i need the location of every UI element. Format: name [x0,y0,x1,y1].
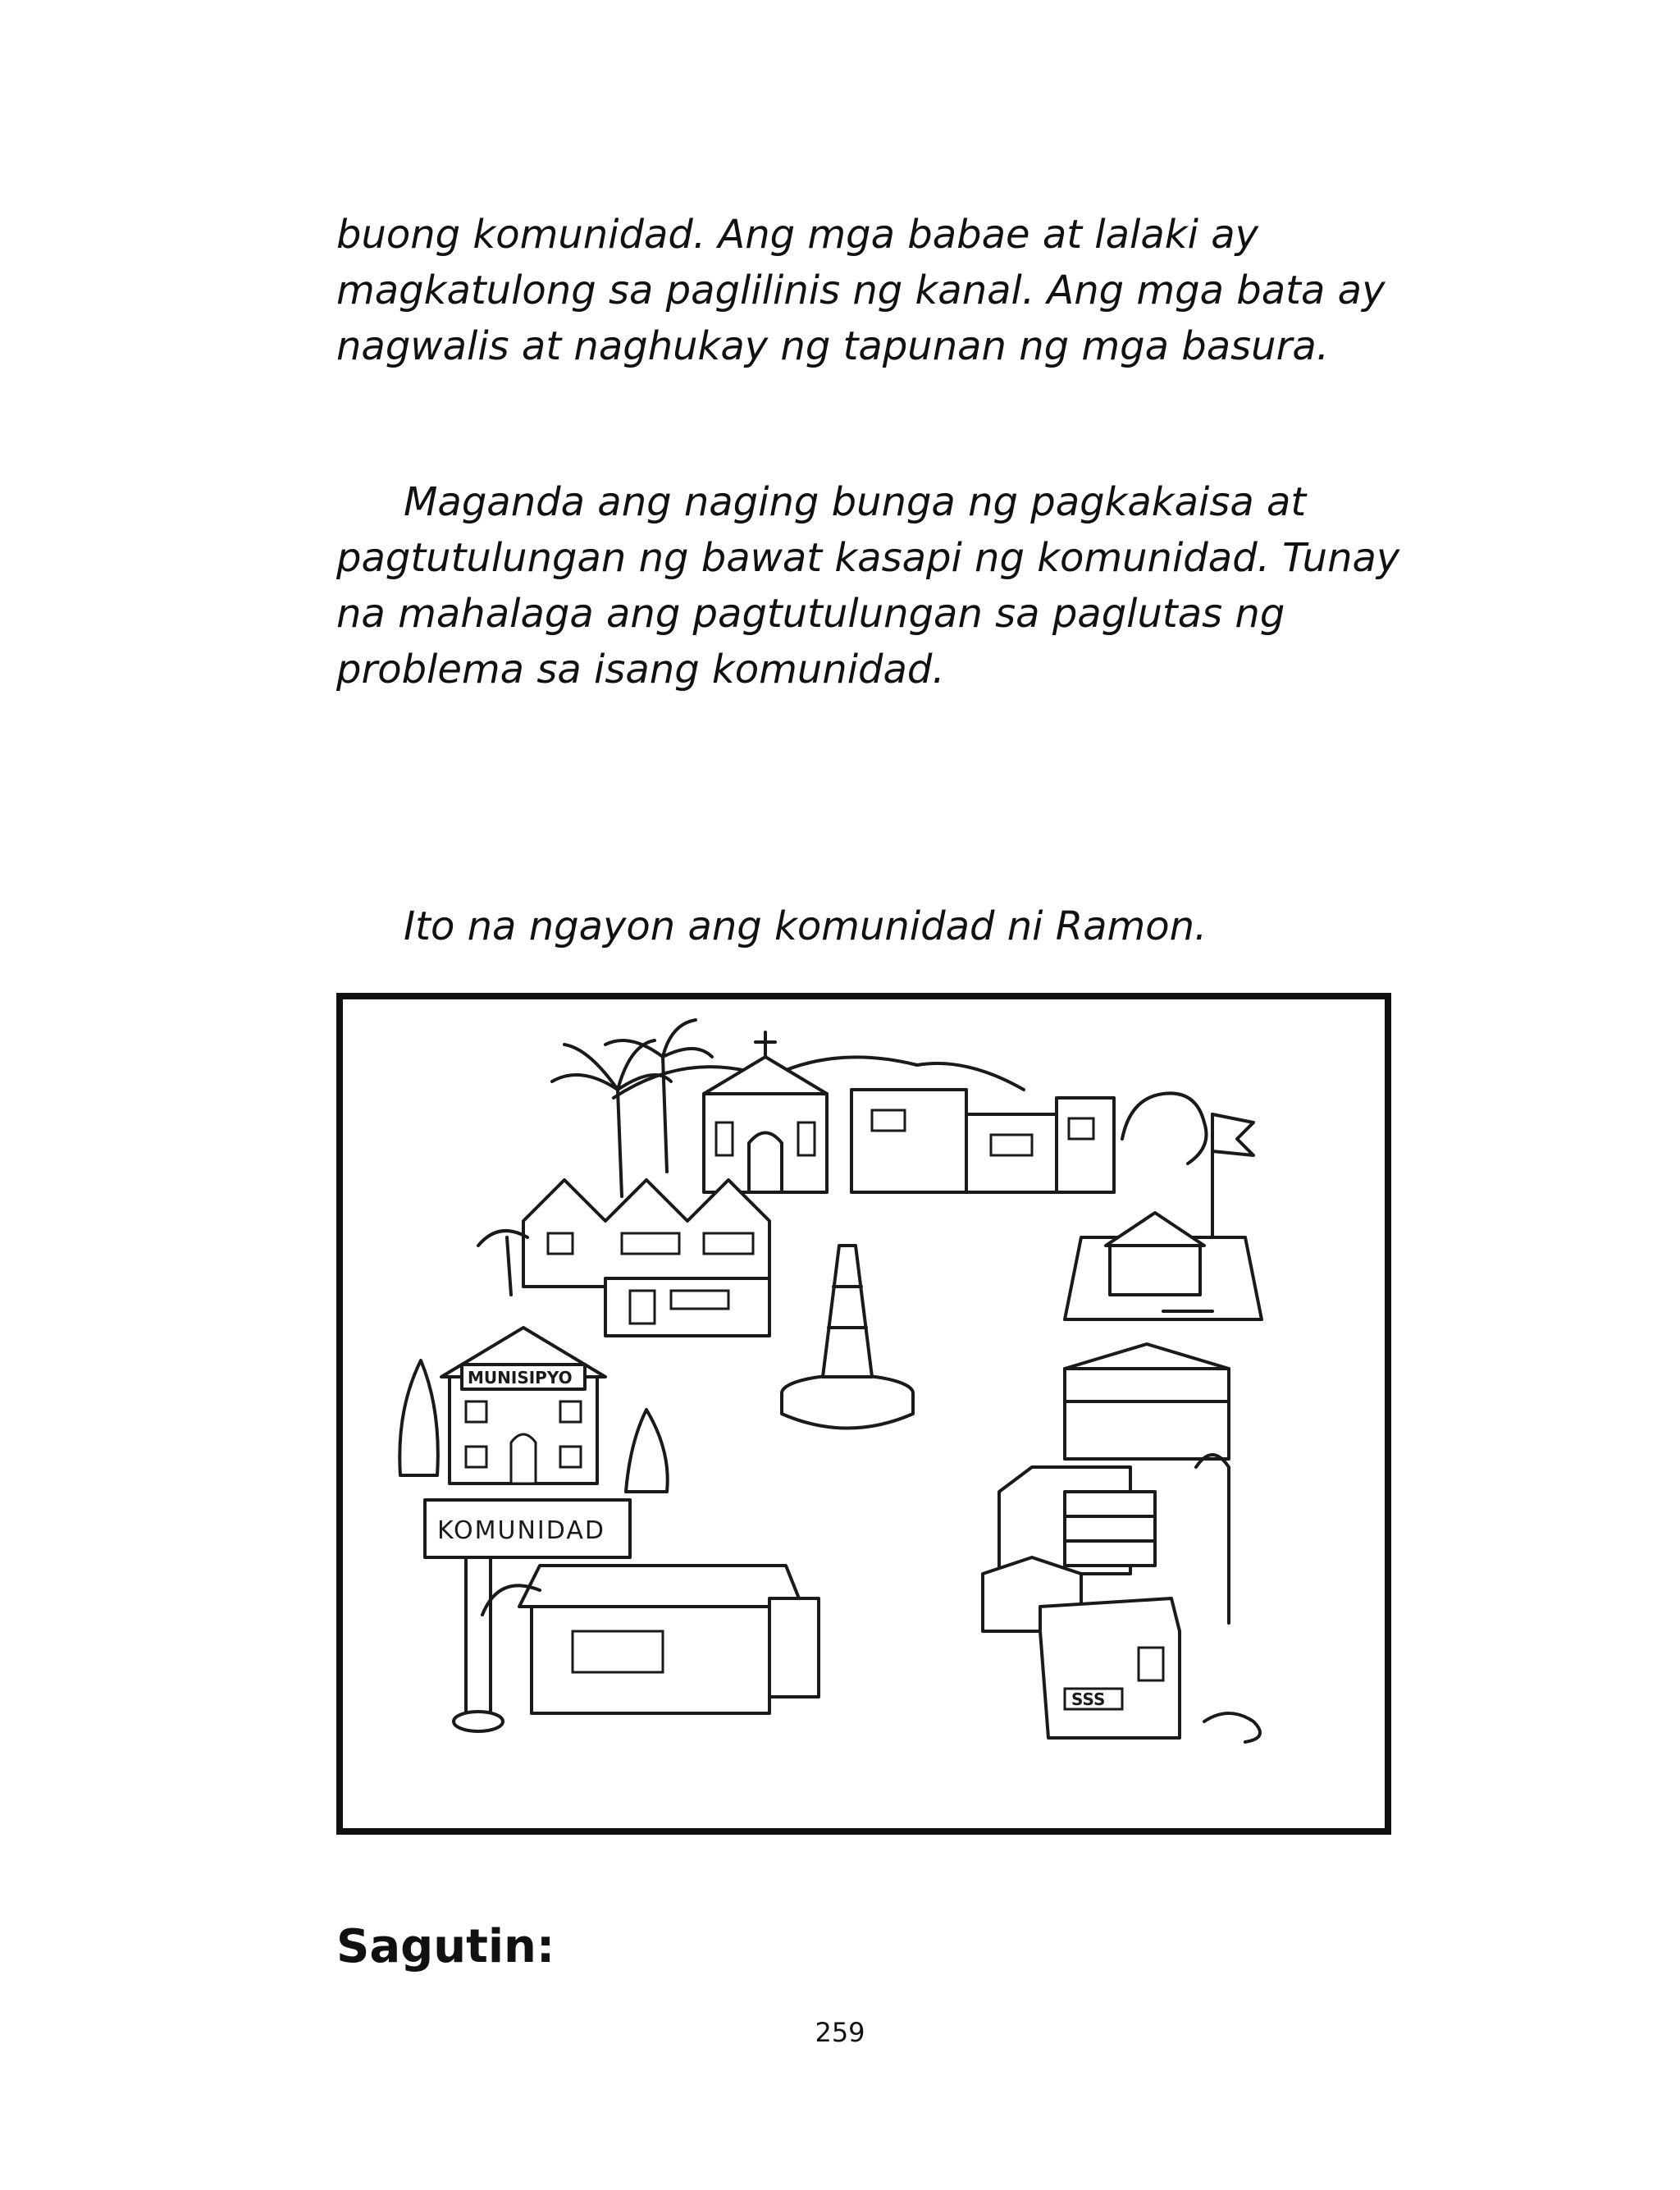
monument [782,1246,913,1429]
paragraph-2: Maganda ang naging bunga ng pagkakaisa at pagtutulungan ng bawat kasapi ng komunidad. Tunay na mahalaga ang pagtutulungan sa paglutas ng problema sa isang komunidad. [336,479,1400,693]
school-building [851,1090,1114,1192]
community-illustration [336,993,1391,1835]
municipal-sign-text: MUNISIPYO [468,1368,573,1388]
page-number: 259 [815,2017,865,2048]
section-heading: Sagutin: [336,1920,555,1973]
sign-text: KOMUNIDAD [437,1516,605,1545]
school-with-flag [1065,1213,1262,1319]
shop-sign-text: SSS [1071,1689,1106,1709]
paragraph-1: buong komunidad. Ang mga babae at lalaki ay magkatulong sa paglilinis ng kanal. Ang mga bata ay nagwalis at naghukay ng tapunan ng mga basura. [336,212,1386,369]
community-drawing [343,999,1385,1828]
municipal-hall [399,1328,667,1492]
church [704,1032,827,1192]
commercial-buildings [983,1344,1260,1742]
palm-trees [552,1020,712,1196]
bottom-house [482,1566,819,1713]
row-houses [478,1180,769,1336]
illustration-caption: Ito na ngayon ang komunidad ni Ramon. [404,903,1208,949]
